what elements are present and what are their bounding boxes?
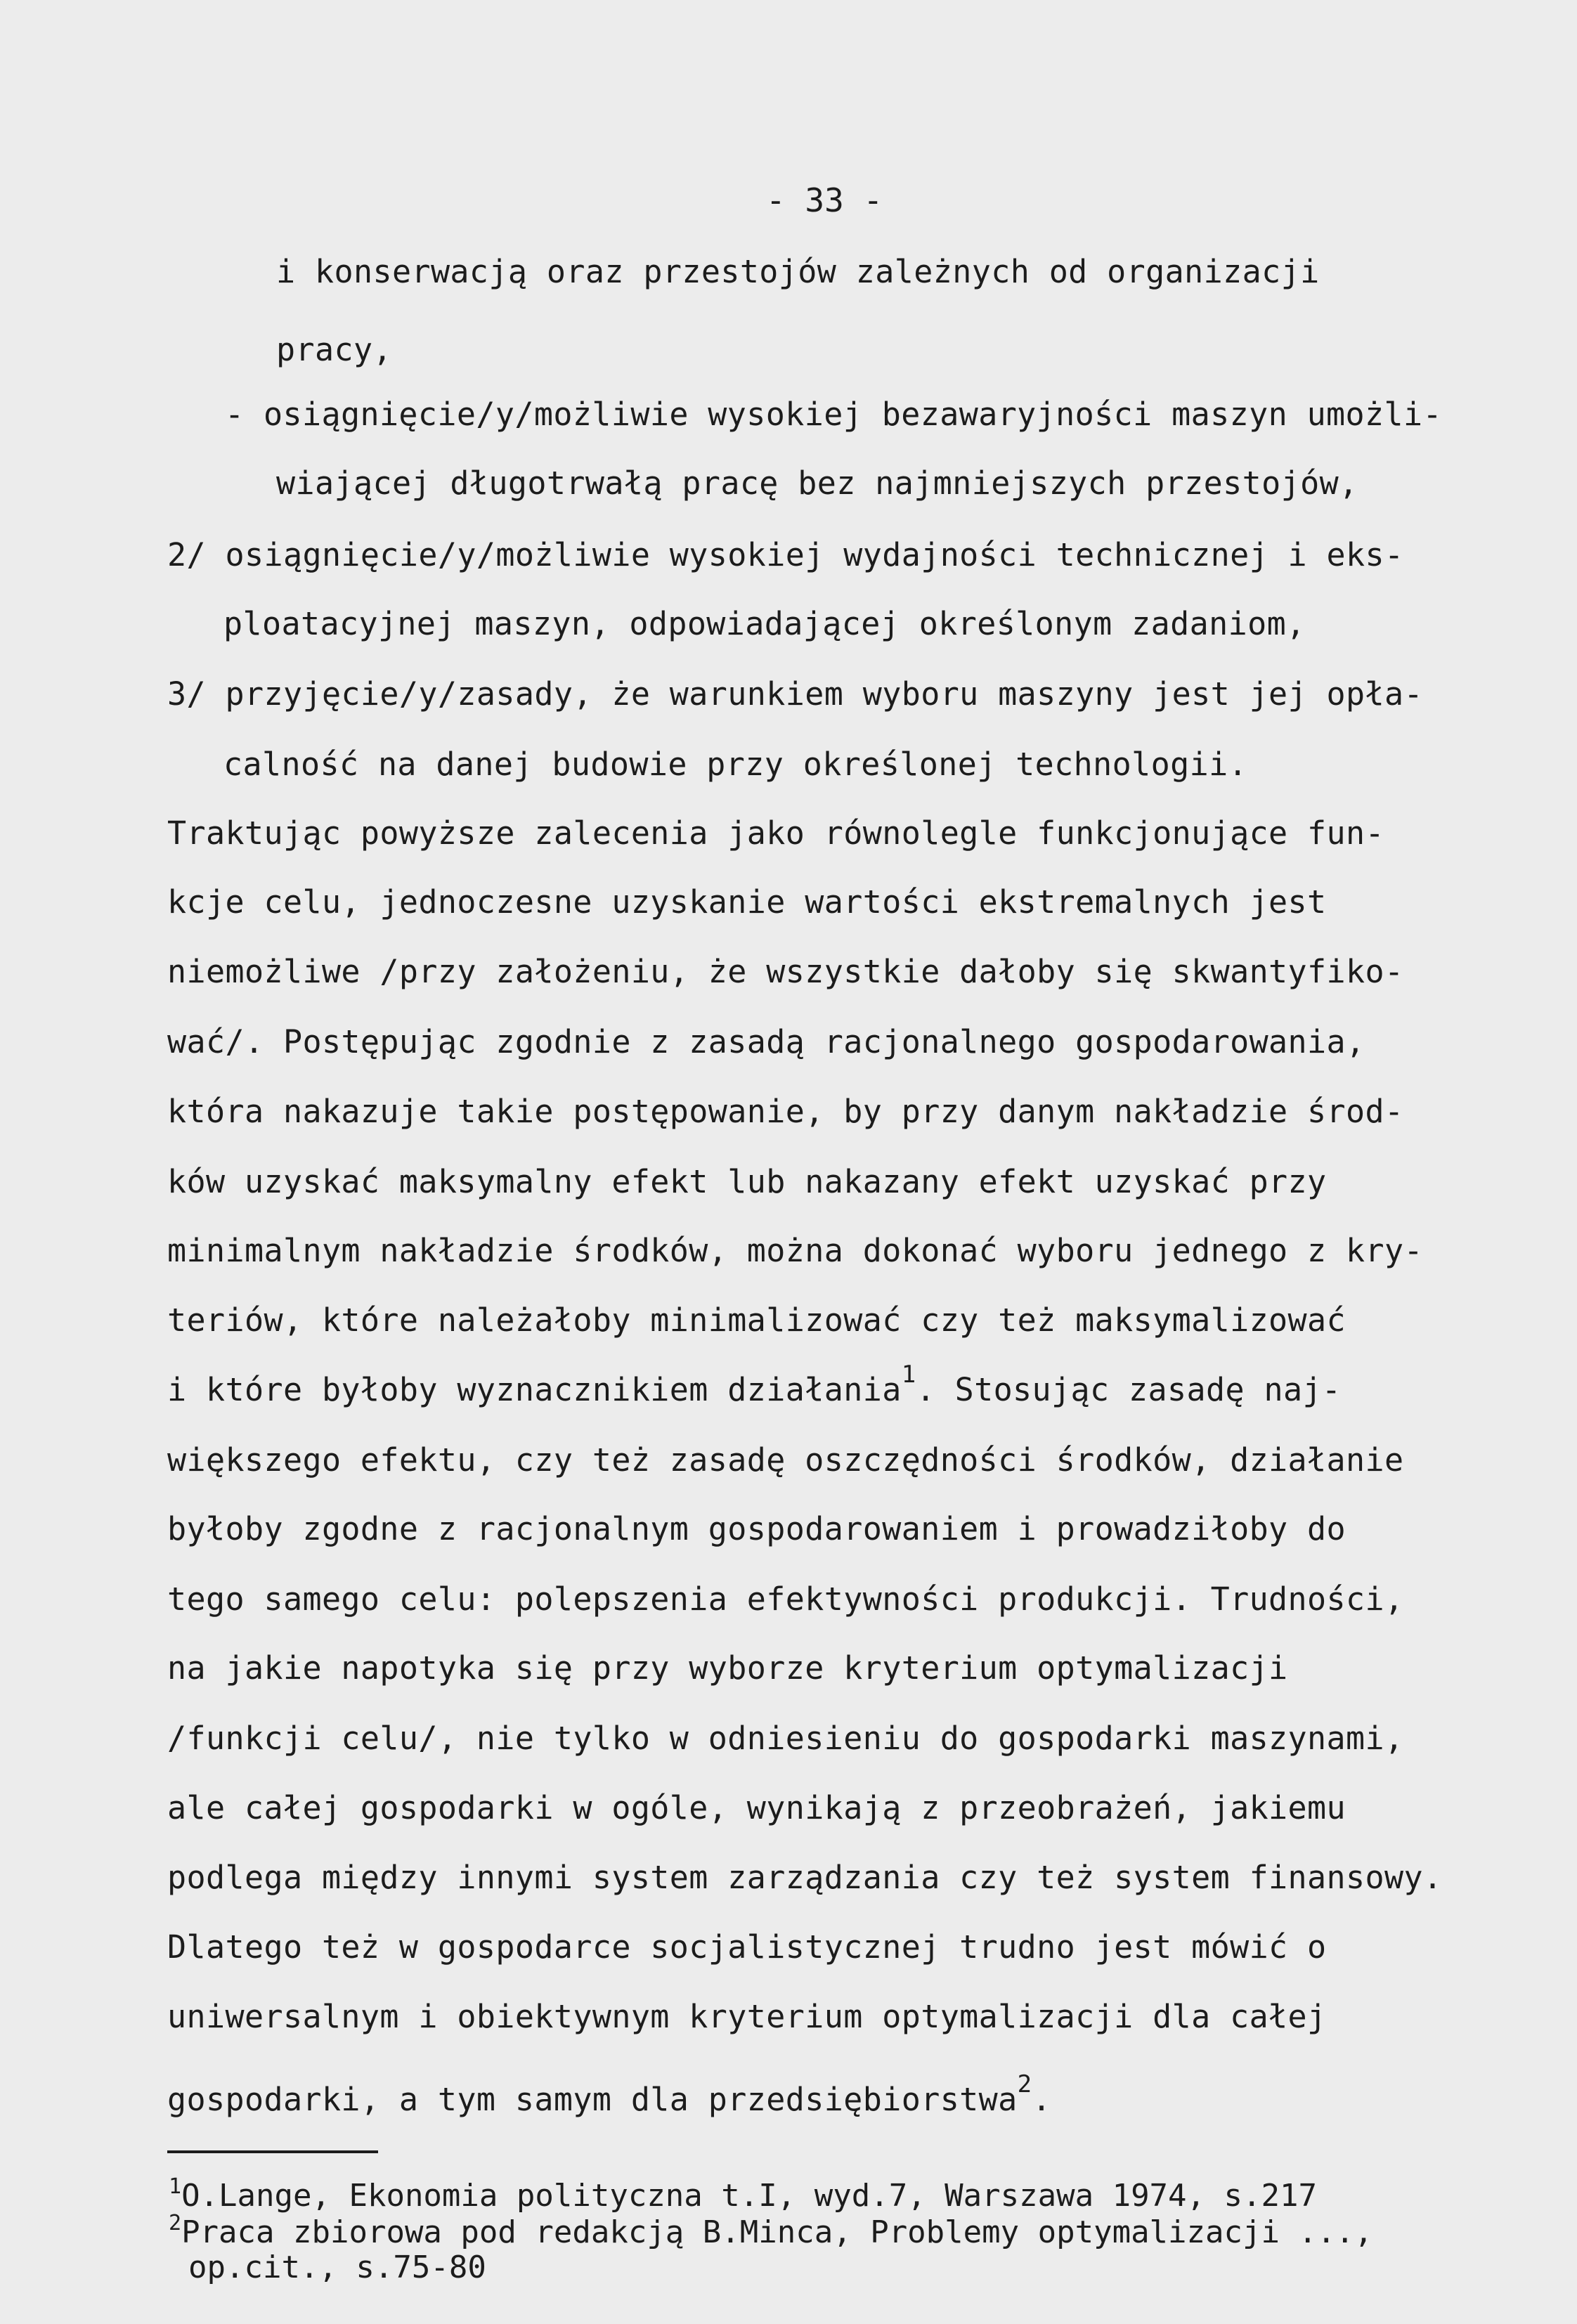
- text-line: ploatacyjnej maszyn, odpowiadającej określonym zadaniom,: [223, 605, 1306, 642]
- text-line: wiającej długotrwałą pracę bez najmniejszych przestojów,: [276, 465, 1358, 502]
- footnote-1-mark: 1: [169, 2174, 182, 2199]
- footnote-ref-1: 1: [901, 1361, 916, 1389]
- text-line-part: i które byłoby wyznacznikiem działania: [167, 1371, 902, 1408]
- footnote-2: [169, 2211, 1373, 2254]
- text-line: 3/ przyjęcie/y/zasady, że warunkiem wyboru maszyny jest jej opła-: [167, 675, 1423, 713]
- text-line: która nakazuje takie postępowanie, by przy danym nakładzie środ-: [167, 1093, 1404, 1130]
- footnote-1: [169, 2174, 1317, 2217]
- text-line: kcje celu, jednoczesne uzyskanie wartości ekstremalnych jest: [167, 883, 1327, 921]
- text-line-part: .: [1032, 2081, 1052, 2118]
- text-line-with-footnote-ref: [167, 1361, 1342, 1413]
- footnote-2-continuation: op.cit., s.75-80: [188, 2250, 486, 2285]
- page-number: - 33 -: [766, 181, 883, 219]
- text-line: pracy,: [276, 331, 392, 368]
- text-line: - osiągnięcie/y/możliwie wysokiej bezawaryjności maszyn umożli-: [225, 396, 1443, 433]
- text-line: większego efektu, czy też zasadę oszczędności środków, działanie: [167, 1441, 1404, 1479]
- text-line: niemożliwe /przy założeniu, że wszystkie dałoby się skwantyfiko-: [167, 953, 1404, 990]
- footnote-separator: [167, 2150, 378, 2153]
- text-line: Traktując powyższe zalecenia jako równolegle funkcjonujące fun-: [167, 814, 1385, 852]
- text-line: ale całej gospodarki w ogóle, wynikają z przeobrażeń, jakiemu: [167, 1789, 1346, 1826]
- text-line-part: gospodarki, a tym samym dla przedsiębiorstwa: [167, 2081, 1018, 2118]
- footnote-2-text: Praca zbiorowa pod redakcją B.Minca, Problemy optymalizacji ...,: [181, 2214, 1373, 2250]
- text-line: na jakie napotyka się przy wyborze kryterium optymalizacji: [167, 1649, 1288, 1687]
- text-line: podlega między innymi system zarządzania czy też system finansowy.: [167, 1859, 1443, 1896]
- text-line: uniwersalnym i obiektywnym kryterium optymalizacji dla całej: [167, 1998, 1327, 2035]
- text-line: /funkcji celu/, nie tylko w odniesieniu do gospodarki maszynami,: [167, 1720, 1404, 1757]
- text-line: 2/ osiągnięcie/y/możliwie wysokiej wydajności technicznej i eks-: [167, 536, 1404, 573]
- text-line: wać/. Postępując zgodnie z zasadą racjonalnego gospodarowania,: [167, 1023, 1365, 1060]
- text-line-part: . Stosując zasadę naj-: [916, 1371, 1342, 1408]
- text-line: tego samego celu: polepszenia efektywności produkcji. Trudności,: [167, 1580, 1404, 1618]
- footnote-ref-2: 2: [1017, 2070, 1032, 2098]
- footnote-2-mark: 2: [169, 2211, 182, 2235]
- text-line: minimalnym nakładzie środków, można dokonać wyboru jednego z kry-: [167, 1232, 1423, 1269]
- text-line: Dlatego też w gospodarce socjalistycznej trudno jest mówić o: [167, 1928, 1327, 1966]
- footnote-1-text: O.Lange, Ekonomia polityczna t.I, wyd.7, Warszawa 1974, s.217: [181, 2178, 1317, 2214]
- text-line: calność na danej budowie przy określonej technologii.: [223, 746, 1248, 783]
- text-line: ków uzyskać maksymalny efekt lub nakazany efekt uzyskać przy: [167, 1163, 1327, 1200]
- text-line: teriów, które należałoby minimalizować czy też maksymalizować: [167, 1301, 1346, 1339]
- text-line: byłoby zgodne z racjonalnym gospodarowaniem i prowadziłoby do: [167, 1510, 1346, 1547]
- text-line-with-footnote-ref: [167, 2070, 1052, 2122]
- text-line: i konserwacją oraz przestojów zależnych od organizacji: [276, 253, 1320, 290]
